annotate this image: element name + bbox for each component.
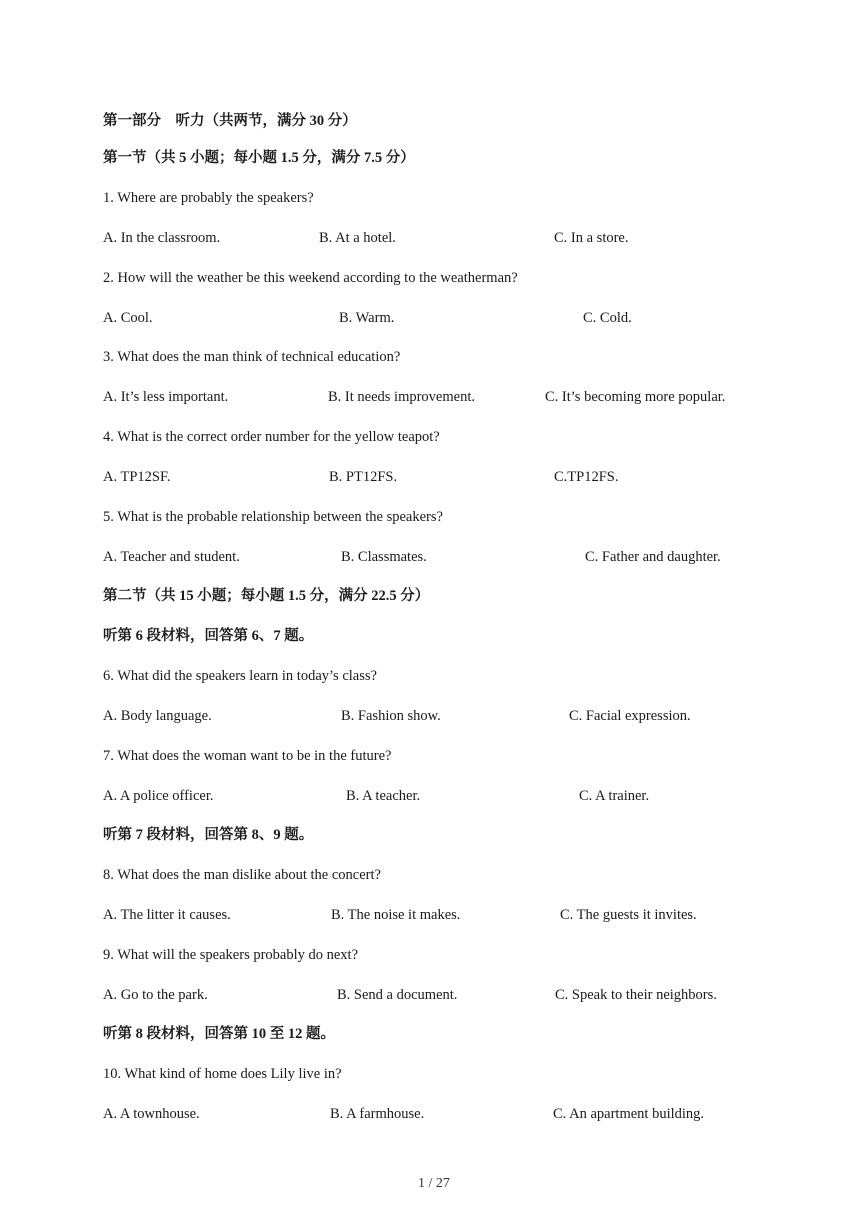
- option-6a: A. Body language.: [103, 708, 212, 724]
- option-9a: A. Go to the park.: [103, 987, 208, 1003]
- option-2b: B. Warm.: [339, 310, 395, 326]
- option-5b: B. Classmates.: [341, 549, 427, 565]
- question-5: 5. What is the probable relationship between the speakers?: [103, 509, 443, 525]
- option-5a: A. Teacher and student.: [103, 549, 240, 565]
- option-6c: C. Facial expression.: [569, 708, 691, 724]
- option-4a: A. TP12SF.: [103, 469, 171, 485]
- option-5c: C. Father and daughter.: [585, 549, 721, 565]
- option-7b: B. A teacher.: [346, 788, 421, 804]
- option-6b: B. Fashion show.: [341, 708, 441, 724]
- option-7c: C. A trainer.: [579, 788, 650, 804]
- option-2c: C. Cold.: [583, 310, 632, 326]
- option-10c: C. An apartment building.: [553, 1106, 705, 1122]
- question-4: 4. What is the correct order number for the yellow teapot?: [103, 429, 440, 445]
- question-8: 8. What does the man dislike about the concert?: [103, 867, 381, 883]
- option-3a: A. It’s less important.: [103, 389, 229, 405]
- option-3b: B. It needs improvement.: [328, 389, 475, 405]
- option-4b: B. PT12FS.: [329, 469, 398, 485]
- option-9c: C. Speak to their neighbors.: [555, 987, 717, 1003]
- option-1c: C. In a store.: [554, 230, 629, 246]
- option-8c: C. The guests it invites.: [560, 907, 697, 923]
- question-3: 3. What does the man think of technical education?: [103, 349, 401, 365]
- option-10b: B. A farmhouse.: [330, 1106, 425, 1122]
- question-9: 9. What will the speakers probably do next?: [103, 947, 359, 963]
- material-heading-6: 听第 6 段材料，回答第 6、7 题。: [103, 628, 314, 644]
- option-10a: A. A townhouse.: [103, 1106, 200, 1122]
- page-number: 1 / 27: [418, 1176, 450, 1191]
- question-2: 2. How will the weather be this weekend according to the weatherman?: [103, 270, 518, 286]
- section-heading-1: 第一节（共 5 小题；每小题 1.5 分，满分 7.5 分）: [103, 150, 415, 166]
- option-2a: A. Cool.: [103, 310, 153, 326]
- question-1: 1. Where are probably the speakers?: [103, 190, 314, 206]
- part-heading: 第一部分 听力（共两节，满分 30 分）: [103, 113, 357, 129]
- question-7: 7. What does the woman want to be in the future?: [103, 748, 392, 764]
- material-heading-7: 听第 7 段材料，回答第 8、9 题。: [103, 827, 314, 843]
- option-8a: A. The litter it causes.: [103, 907, 231, 923]
- question-10: 10. What kind of home does Lily live in?: [103, 1066, 342, 1082]
- section-heading-2: 第二节（共 15 小题；每小题 1.5 分，满分 22.5 分）: [103, 588, 430, 604]
- option-1b: B. At a hotel.: [319, 230, 396, 246]
- material-heading-8: 听第 8 段材料，回答第 10 至 12 题。: [103, 1026, 335, 1042]
- option-8b: B. The noise it makes.: [331, 907, 461, 923]
- option-4c: C.TP12FS.: [554, 469, 619, 485]
- question-6: 6. What did the speakers learn in today’s class?: [103, 668, 377, 684]
- option-7a: A. A police officer.: [103, 788, 214, 804]
- option-9b: B. Send a document.: [337, 987, 458, 1003]
- option-3c: C. It’s becoming more popular.: [545, 389, 726, 405]
- option-1a: A. In the classroom.: [103, 230, 221, 246]
